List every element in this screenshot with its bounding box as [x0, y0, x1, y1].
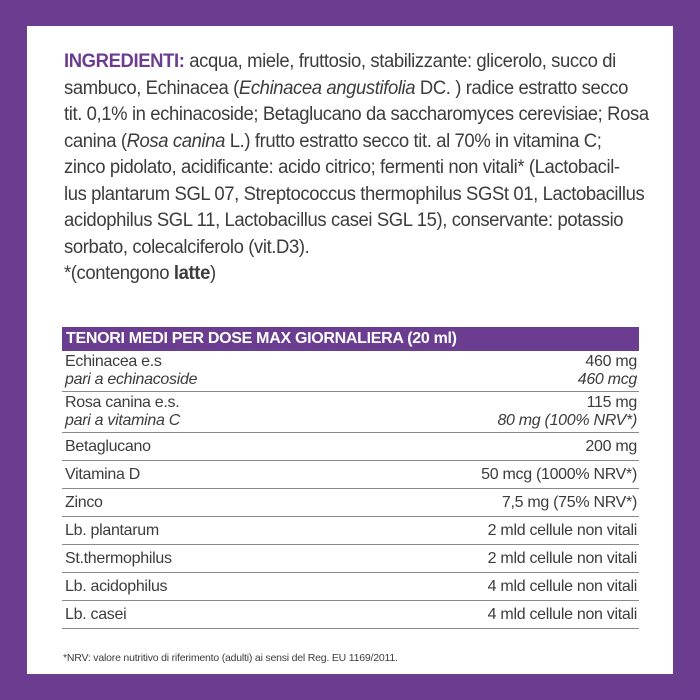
ingredients-line: sambuco, Echinacea ( [64, 77, 239, 99]
ingredients-line: DC. ) radice estratto secco [415, 77, 628, 99]
table-row [62, 433, 639, 461]
table-row [62, 517, 639, 545]
row-name: Rosa canina e.s. [65, 394, 180, 411]
nutrition-table [62, 327, 639, 629]
table-header: TENORI MEDI PER DOSE MAX GIORNALIERA (20 ml) [62, 327, 639, 351]
allergen-suffix: ) [209, 263, 216, 284]
row-value: 50 mcg (1000% NRV*) [481, 465, 637, 483]
row-value: 200 mg [585, 437, 637, 455]
row-name: St.thermophilus [65, 549, 172, 567]
ingredients-line: canina ( [64, 130, 127, 152]
ingredients-paragraph [64, 49, 649, 288]
row-value: 7,5 mg (75% NRV*) [501, 493, 637, 511]
row-value: 2 mld cellule non vitali [487, 549, 637, 567]
row-name: Echinacea e.s [65, 353, 162, 370]
row-name: Lb. acidophilus [65, 577, 168, 595]
ingredients-line: tit. 0,1% in echinacoside; Betaglucano da saccharomyces cerevisiae; Rosa [64, 104, 649, 125]
table-row [62, 392, 639, 433]
row-name: Lb. casei [65, 605, 127, 623]
allergen-bold: latte [173, 263, 210, 284]
ingredients-line: acidophilus SGL 11, Lactobacillus casei SGL 15), conservante: potassio [64, 210, 624, 231]
row-value: 460 mg [585, 353, 637, 370]
ingredients-title: INGREDIENTI: [64, 51, 185, 72]
row-sub-value: 460 mcg [577, 371, 637, 388]
row-name: Zinco [65, 493, 103, 511]
table-row [62, 489, 639, 517]
row-name: Betaglucano [65, 437, 151, 455]
row-value: 4 mld cellule non vitali [487, 577, 637, 595]
ingredients-line: sorbato, colecalciferolo (vit.D3). [64, 236, 310, 258]
ingredients-line: acqua, miele, fruttosio, stabilizzante: glicerolo, succo di [189, 51, 616, 72]
nrv-footnote: *NRV: valore nutritivo di riferimento (adulti) ai sensi del Reg. EU 1169/2011. [63, 652, 398, 664]
ingredients-latin-name: Echinacea angustifolia [238, 77, 416, 99]
table-row [62, 601, 639, 629]
allergen-note [64, 261, 632, 288]
row-value: 115 mg [586, 394, 637, 411]
row-value: 2 mld cellule non vitali [487, 521, 637, 539]
ingredients-line: zinco pidolato, acidificante: acido citrico; fermenti non vitali* (Lactobacil- [64, 157, 620, 178]
allergen-prefix: *(contengono [64, 263, 174, 284]
row-value: 4 mld cellule non vitali [487, 605, 637, 623]
row-sub-name: pari a vitamina C [65, 412, 180, 429]
table-row [62, 573, 639, 601]
ingredients-line: L.) frutto estratto secco tit. al 70% in vitamina C; [224, 130, 602, 152]
label-card [27, 26, 673, 674]
table-row [62, 461, 639, 489]
row-sub-name: pari a echinacoside [65, 371, 198, 388]
ingredients-latin-name: Rosa canina [126, 130, 225, 152]
ingredients-line: lus plantarum SGL 07, Streptococcus thermophilus SGSt 01, Lactobacillus [64, 183, 645, 205]
row-name: Vitamina D [65, 465, 140, 483]
table-row [62, 351, 639, 392]
row-sub-value: 80 mg (100% NRV*) [497, 412, 637, 429]
row-name: Lb. plantarum [65, 521, 159, 539]
table-row [62, 545, 639, 573]
